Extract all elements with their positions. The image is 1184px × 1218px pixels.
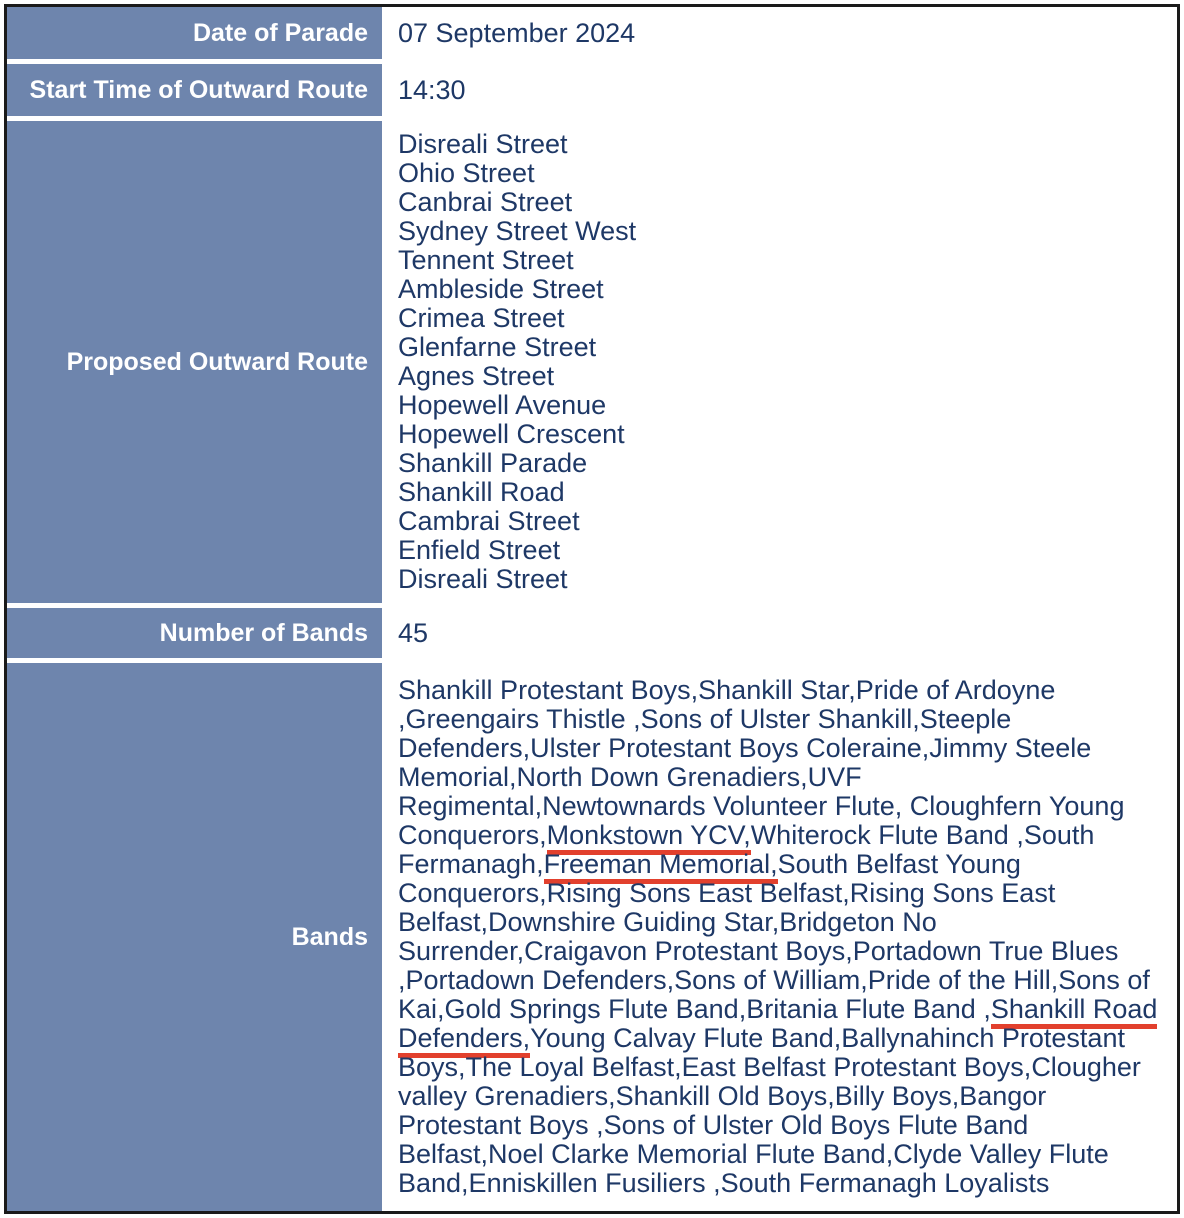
number-of-bands-value-text: 45	[398, 617, 429, 648]
row-label-outward-route	[7, 121, 382, 603]
date-of-parade-value-text: 07 September 2024	[398, 17, 636, 48]
start-time-value-text: 14:30	[398, 74, 466, 105]
street-line: Hopewell Avenue	[398, 390, 607, 420]
parade-details-table	[4, 4, 1180, 1214]
street-line: Disreali Street	[398, 129, 568, 159]
street-line: Tennent Street	[398, 245, 574, 275]
street-line: Agnes Street	[398, 361, 555, 391]
row-label-text: Start Time of Outward Route	[29, 76, 368, 104]
street-line: Enfield Street	[398, 535, 561, 565]
red-underline-annotation: Freeman Memorial,	[544, 849, 778, 884]
street-line: Cambrai Street	[398, 506, 580, 536]
row-label-text: Bands	[291, 923, 368, 951]
street-line: Hopewell Crescent	[398, 419, 625, 449]
start-time-value	[382, 64, 1177, 116]
table-row-bands	[7, 663, 1177, 1211]
row-label-start-time	[7, 64, 382, 116]
number-of-bands-value	[382, 608, 1177, 658]
street-line: Shankill Parade	[398, 448, 588, 478]
table-row-start-time	[7, 64, 1177, 116]
row-label-text: Proposed Outward Route	[66, 348, 368, 376]
outward-route-street-list	[382, 121, 1177, 603]
table-row-outward-route	[7, 121, 1177, 603]
date-of-parade-value	[382, 7, 1177, 59]
street-line: Ambleside Street	[398, 274, 604, 304]
street-line: Glenfarne Street	[398, 332, 597, 362]
row-label-bands	[7, 663, 382, 1211]
street-line: Canbrai Street	[398, 187, 573, 217]
street-line: Sydney Street West	[398, 216, 637, 246]
street-line: Ohio Street	[398, 158, 535, 188]
table-row-date-of-parade	[7, 7, 1177, 59]
bands-list-text: Shankill Protestant Boys,Shankill Star,Pride of Ardoyne ,Greengairs Thistle ,Sons of Ulster Shankill,Steeple Defenders,Ulster Protestant Boys Coleraine,Jimmy Steele Memorial,North Down Grenadiers,UVF Regimental,Newtownards Volunteer Flute, Cloughfern Young Conquerors,Monkstown YCV,Whiterock Flute Band ,South Fermanagh,Freeman Memorial,South Belfast Young Conquerors,Rising Sons East Belfast,Rising Sons East Belfast,Downshire Guiding Star,Bridgeton No Surrender,Craigavon Protestant Boys,Portadown True Blues ,Portadown Defenders,Sons of William,Pride of the Hill,Sons of Kai,Gold Springs Flute Band,Britania Flute Band ,Shankill Road Defenders,Young Calvay Flute Band,Ballynahinch Protestant Boys,The Loyal Belfast,East Belfast Protestant Boys,Clougher valley Grenadiers,Shankill Old Boys,Billy Boys,Bangor Protestant Boys ,Sons of Ulster Old Boys Flute Band Belfast,Noel Clarke Memorial Flute Band,Clyde Valley Flute Band,Enniskillen Fusiliers ,South Fermanagh Loyalists	[398, 675, 1158, 1198]
row-label-date-of-parade	[7, 7, 382, 59]
row-label-text: Date of Parade	[192, 19, 368, 47]
red-underline-annotation: Monkstown YCV,	[547, 820, 751, 855]
street-line: Shankill Road	[398, 477, 565, 507]
table-row-number-of-bands	[7, 608, 1177, 658]
red-underline-annotation: Shankill Road Defenders,	[398, 994, 1157, 1058]
row-label-number-of-bands	[7, 608, 382, 658]
row-label-text: Number of Bands	[159, 619, 368, 647]
street-line: Disreali Street	[398, 564, 568, 594]
street-line: Crimea Street	[398, 303, 565, 333]
